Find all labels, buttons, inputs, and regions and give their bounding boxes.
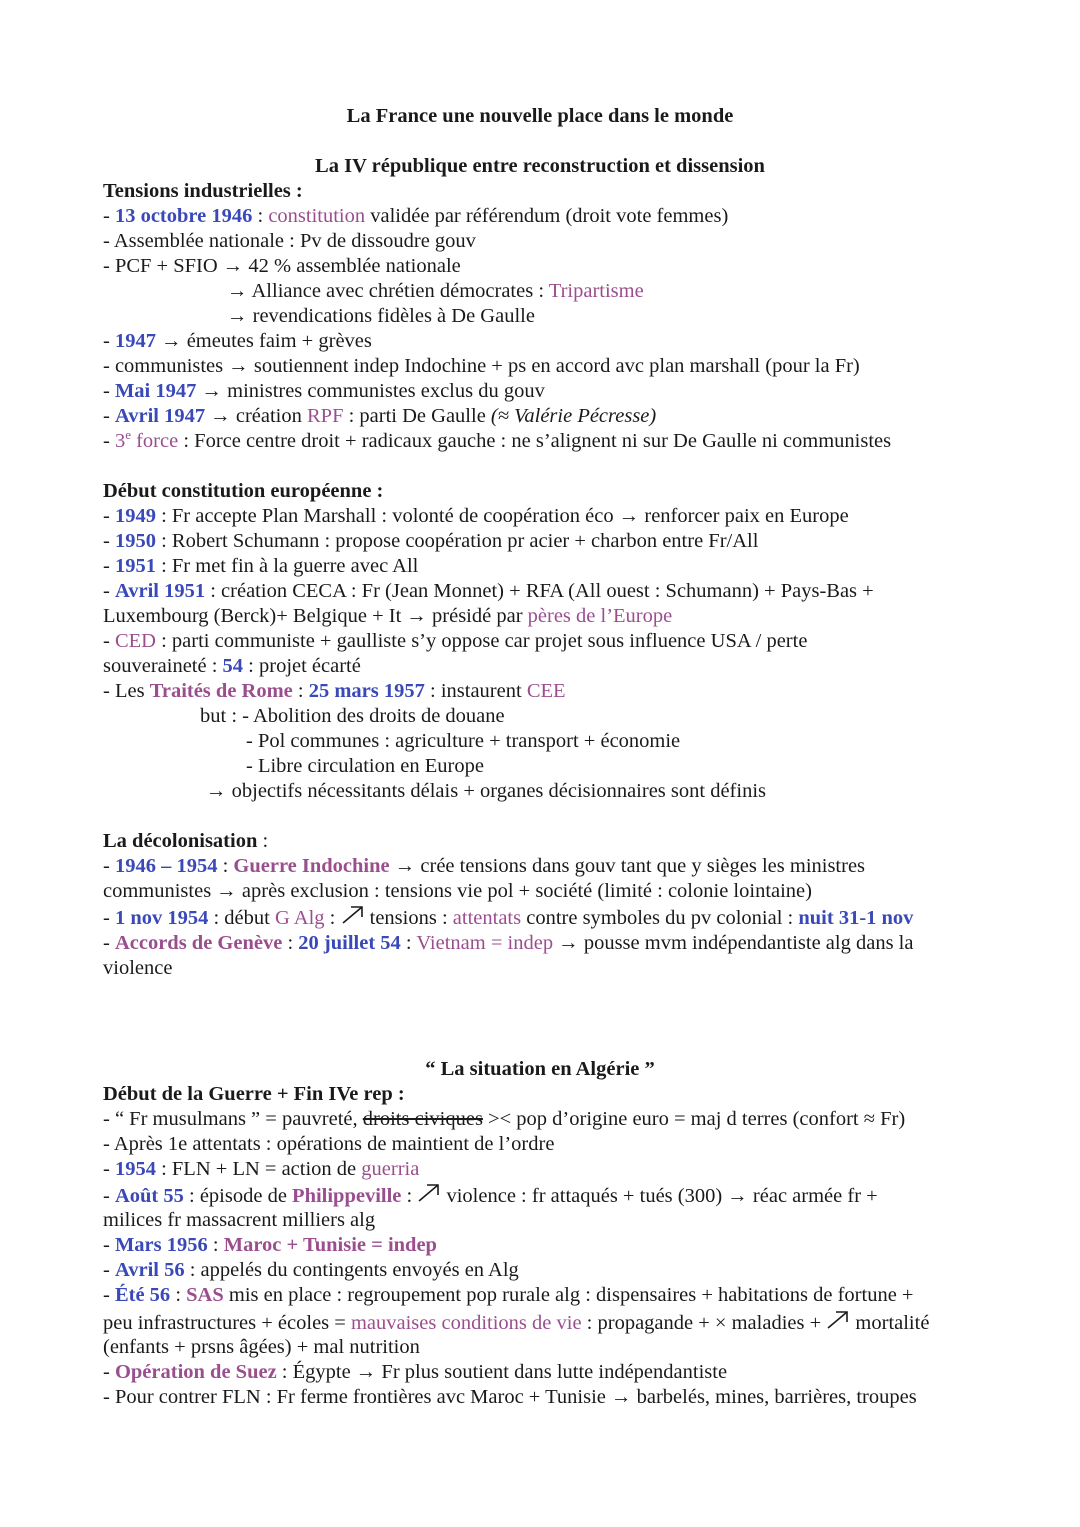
note-subline: → objectifs nécessitants délais + organes décisionnaires sont définis [206,780,766,802]
section-title-iv-republique: La IV république entre reconstruction et dissension [315,155,765,177]
note-line: - Les Traités de Rome : 25 mars 1957 : instaurent CEE [103,680,566,702]
up-right-arrow-icon [417,1183,441,1203]
note-subline: → Alliance avec chrétien démocrates : Tripartisme [227,280,644,302]
note-line: (enfants + prsns âgées) + mal nutrition [103,1336,420,1358]
note-subline: → revendications fidèles à De Gaulle [227,305,535,327]
note-line: - Après 1e attentats : opérations de maintient de l’ordre [103,1133,555,1155]
note-line: - Accords de Genève : 20 juillet 54 : Vietnam = indep → pousse mvm indépendantiste alg dans la [103,932,914,954]
note-line: - 3e force : Force centre droit + radicaux gauche : ne s’alignent ni sur De Gaulle ni communistes [103,427,892,452]
note-line: - Août 55 : épisode de Philippeville : violence : fr attaqués + tués (300) → réac armée fr + [103,1185,878,1207]
note-line: souveraineté : 54 : projet écarté [103,655,361,677]
note-subline: but : - Abolition des droits de douane [200,705,505,727]
note-line: - 1946 – 1954 : Guerre Indochine → crée tensions dans gouv tant que y sièges les ministres [103,855,866,877]
page-title: La France une nouvelle place dans le monde [346,105,734,127]
note-line: - Assemblée nationale : Pv de dissoudre gouv [103,230,476,252]
note-line: - Opération de Suez : Égypte → Fr plus soutient dans lutte indépendantiste [103,1361,728,1383]
section-title-algerie: “ La situation en Algérie ” [425,1058,655,1080]
note-line: - Mars 1956 : Maroc + Tunisie = indep [103,1234,437,1256]
note-subline: - Libre circulation en Europe [246,755,484,777]
note-line: - 1950 : Robert Schumann : propose coopération pr acier + charbon entre Fr/All [103,530,759,552]
note-line: - 1954 : FLN + LN = action de guerria [103,1158,420,1180]
note-line: Luxembourg (Berck)+ Belgique + It → présidé par pères de l’Europe [103,605,673,627]
note-line: - Avril 1947 → création RPF : parti De Gaulle (≈ Valérie Pécresse) [103,405,657,427]
note-line: violence [103,957,173,979]
note-subline: - Pol communes : agriculture + transport + économie [246,730,681,752]
note-line: milices fr massacrent milliers alg [103,1209,376,1231]
heading-europe: Début constitution européenne : [103,480,384,502]
heading-decolonisation: La décolonisation : [103,830,269,852]
note-line: peu infrastructures + écoles = mauvaises conditions de vie : propagande + × maladies + mortalité [103,1312,930,1334]
note-line: - “ Fr musulmans ” = pauvreté, droits civiques >< pop d’origine euro = maj d terres (confort ≈ Fr) [103,1108,906,1130]
note-line: - 1949 : Fr accepte Plan Marshall : volonté de coopération éco → renforcer paix en Europe [103,505,849,527]
heading-guerre: Début de la Guerre + Fin IVe rep : [103,1083,405,1105]
note-line: - Été 56 : SAS mis en place : regroupement pop rurale alg : dispensaires + habitations de fortune + [103,1284,914,1306]
note-line: - communistes → soutiennent indep Indochine + ps en accord avc plan marshall (pour la Fr) [103,355,860,377]
heading-tensions: Tensions industrielles : [103,180,303,202]
note-line: - 1951 : Fr met fin à la guerre avec All [103,555,419,577]
note-line: - PCF + SFIO → 42 % assemblée nationale [103,255,461,277]
note-line: - Avril 1951 : création CECA : Fr (Jean Monnet) + RFA (All ouest : Schumann) + Pays-Bas + [103,580,874,602]
up-right-arrow-icon [826,1310,850,1330]
note-line: communistes → après exclusion : tensions vie pol + société (limité : colonie lointaine) [103,880,812,902]
up-right-arrow-icon [341,905,365,925]
note-line: - Mai 1947 → ministres communistes exclus du gouv [103,380,545,402]
note-line: - Avril 56 : appelés du contingents envoyés en Alg [103,1259,519,1281]
note-line: - 13 octobre 1946 : constitution validée par référendum (droit vote femmes) [103,205,729,227]
note-line: - 1947 → émeutes faim + grèves [103,330,372,352]
note-line: - 1 nov 1954 : début G Alg : tensions : attentats contre symboles du pv colonial : nuit 31-1 nov [103,907,914,929]
note-line: - CED : parti communiste + gaulliste s’y oppose car projet sous influence USA / perte [103,630,808,652]
note-line: - Pour contrer FLN : Fr ferme frontières avc Maroc + Tunisie → barbelés, mines, barrières, troupes [103,1386,917,1408]
